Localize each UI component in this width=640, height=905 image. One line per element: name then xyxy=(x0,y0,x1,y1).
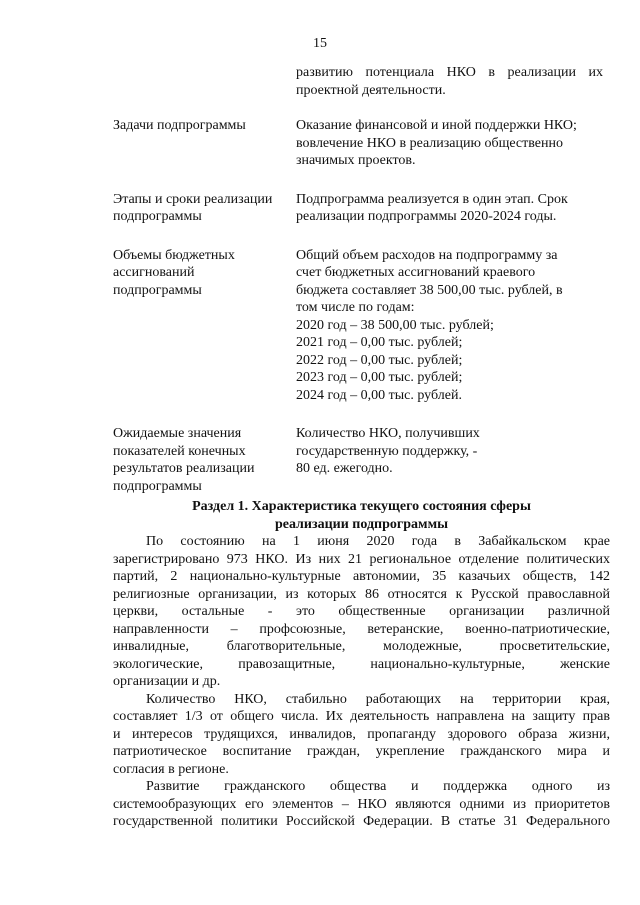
value-line: реализации подпрограммы 2020-2024 годы. xyxy=(296,209,557,224)
label-line: результатов реализации xyxy=(113,461,255,476)
value-line: бюджета составляет 38 500,00 тыс. рублей, в xyxy=(296,282,563,298)
value-line: том числе по годам: xyxy=(296,300,415,315)
section-title xyxy=(113,498,610,533)
paragraph-line: системообразующих его элементов – НКО являются одними из приоритетов xyxy=(113,796,610,812)
value-line: 2024 год – 0,00 тыс. рублей. xyxy=(296,387,462,403)
label-line: Объемы бюджетных xyxy=(113,247,235,263)
value-line: 2022 год – 0,00 тыс. рублей; xyxy=(296,352,463,368)
passport-row-value xyxy=(296,64,603,99)
paragraph-line: направленности – профсоюзные, ветеранские, военно-патриотические, xyxy=(113,621,610,637)
value-line: значимых проектов. xyxy=(296,153,416,168)
paragraph xyxy=(113,778,610,831)
passport-row xyxy=(113,117,603,170)
paragraph-line: и интересов трудящихся, инвалидов, пропаганду здорового образа жизни, xyxy=(113,726,610,742)
label-line: подпрограммы xyxy=(113,282,202,298)
paragraph-line: религиозные организации, из которых 86 относятся к Русской православной xyxy=(113,586,610,602)
passport-table xyxy=(113,64,603,495)
value-line: Общий объем расходов на подпрограмму за xyxy=(296,247,558,263)
passport-row xyxy=(113,191,603,226)
paragraph-line: партий, 2 национально-культурные автономии, 35 казачьих обществ, 142 xyxy=(113,569,610,584)
value-line: 2021 год – 0,00 тыс. рублей; xyxy=(296,335,463,350)
passport-row-label xyxy=(113,247,296,405)
passport-row-label xyxy=(113,117,296,170)
passport-row-label xyxy=(113,191,296,226)
value-line: Оказание финансовой и иной поддержки НКО; xyxy=(296,118,577,133)
value-line: 2020 год – 38 500,00 тыс. рублей; xyxy=(296,317,494,333)
paragraph-line: Развитие гражданского общества и поддержка одного из xyxy=(146,779,610,794)
section-title-line-1: Раздел 1. Характеристика текущего состояния сферы xyxy=(192,499,531,514)
paragraph-line: Количество НКО, стабильно работающих на территории края, xyxy=(146,691,610,707)
section-1 xyxy=(113,498,610,831)
paragraph-line: церкви, остальные - это общественные организации различной xyxy=(113,604,610,619)
value-line: проектной деятельности. xyxy=(296,82,446,98)
value-line: Количество НКО, получивших xyxy=(296,426,480,441)
passport-row-value xyxy=(296,247,603,405)
paragraph xyxy=(113,691,610,779)
paragraph-line: инвалидные, благотворительные, молодежные, просветительские, xyxy=(113,639,610,654)
label-line: подпрограммы xyxy=(113,478,202,494)
value-line: счет бюджетных ассигнований краевого xyxy=(296,265,536,280)
section-body xyxy=(113,533,610,831)
value-line: 2023 год – 0,00 тыс. рублей; xyxy=(296,370,463,385)
paragraph-line: составляет 1/3 от общего числа. Их деятельность направлена на защиту прав xyxy=(113,709,610,724)
passport-row xyxy=(113,247,603,405)
paragraph xyxy=(113,533,610,691)
passport-row xyxy=(113,64,603,99)
passport-row-value xyxy=(296,117,603,170)
value-line: Подпрограмма реализуется в один этап. Срок xyxy=(296,191,568,207)
label-line: Задачи подпрограммы xyxy=(113,118,246,133)
value-line: государственную поддержку, - xyxy=(296,443,478,459)
passport-row-label xyxy=(113,425,296,495)
paragraph-line: экологические, правозащитные, национально-культурные, женские xyxy=(113,656,610,672)
passport-row-value xyxy=(296,191,603,226)
paragraph-line: согласия в регионе. xyxy=(113,761,229,777)
value-line: вовлечение НКО в реализацию общественно xyxy=(296,135,563,151)
passport-row-label xyxy=(113,64,296,99)
paragraph-line: патриотическое воспитание граждан, укрепление гражданского мира и xyxy=(113,744,610,759)
label-line: Этапы и сроки реализации xyxy=(113,191,273,207)
paragraph-line: зарегистрировано 973 НКО. Из них 21 региональное отделение политических xyxy=(113,551,610,567)
label-line: подпрограммы xyxy=(113,209,202,224)
label-line: ассигнований xyxy=(113,265,195,280)
paragraph-line: организации и др. xyxy=(113,674,221,689)
page-number: 15 xyxy=(313,36,327,51)
value-line: развитию потенциала НКО в реализации их xyxy=(296,65,603,80)
passport-row-value xyxy=(296,425,603,495)
paragraph-line: государственной политики Российской Федерации. В статье 31 Федерального xyxy=(113,814,610,829)
passport-row xyxy=(113,425,603,495)
label-line: Ожидаемые значения xyxy=(113,426,242,441)
label-line: показателей конечных xyxy=(113,443,246,459)
section-title-line-2: реализации подпрограммы xyxy=(274,516,449,532)
value-line: 80 ед. ежегодно. xyxy=(296,461,393,476)
paragraph-line: По состоянию на 1 июня 2020 года в Забайкальском крае xyxy=(146,534,610,549)
